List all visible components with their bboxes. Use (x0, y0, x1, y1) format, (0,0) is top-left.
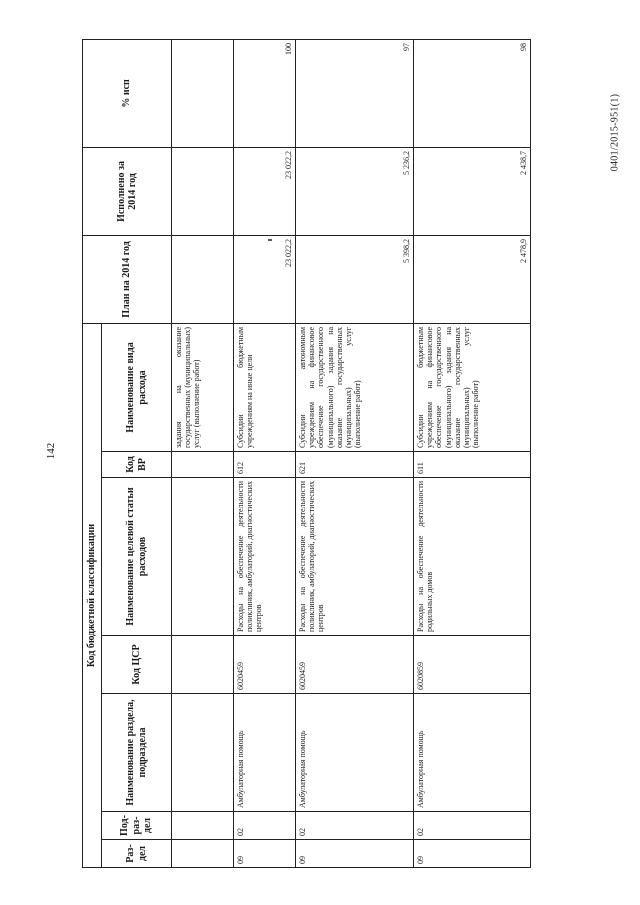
cell-naim-razdela: Амбулаторная помощь (234, 694, 296, 812)
header-podrazdel: Под-раз-дел (102, 812, 172, 840)
cell-razdel: 09 (296, 840, 414, 868)
table-holder (82, 40, 527, 868)
cell-percent: 98 (414, 39, 531, 147)
scan-mark (268, 239, 272, 241)
cell-ispolneno (172, 147, 234, 235)
cell-razdel: 09 (414, 840, 531, 868)
cell-kod-csr: 6020459 (234, 636, 296, 694)
header-naim-razdela: Наименование раздела, подраздела (102, 694, 172, 812)
header-razdel: Раз-дел (102, 840, 172, 868)
cell-plan: 2 478,9 (414, 235, 531, 323)
cell-naim-vida: задания на оказание государственных (муниципальных) услуг (выполнение работ) (172, 323, 234, 451)
header-ispolneno: Исполнено за 2014 год (83, 147, 172, 235)
budget-table (82, 39, 531, 868)
cell-percent: 100 (234, 39, 296, 147)
cell-kod-csr (172, 636, 234, 694)
cell-ispolneno: 2 438,7 (414, 147, 531, 235)
cell-naim-razdela (172, 694, 234, 812)
table-row (414, 39, 531, 867)
cell-plan (172, 235, 234, 323)
cell-percent (172, 39, 234, 147)
cell-kod-csr: 6020859 (414, 636, 531, 694)
cell-razdel: 09 (234, 840, 296, 868)
cell-naim-vida: Субсидии автономным учреждениям на финансовое обеспечение государственного (муниципального) задания на оказание государственных (муниципальных) услуг (выполнение работ) (296, 323, 414, 451)
cell-naim-razdela: Амбулаторная помощь (414, 694, 531, 812)
header-kod-vr: Код ВР (102, 452, 172, 478)
page-number: 142 (45, 442, 57, 460)
cell-plan: 5 398,2 (296, 235, 414, 323)
cell-ispolneno: 5 236,2 (296, 147, 414, 235)
cell-naim-vida: Субсидии бюджетным учреждениям на иные цели (234, 323, 296, 451)
document-code: 0401/2015-951(1) (609, 93, 621, 172)
cell-podrazdel: 02 (414, 812, 531, 840)
cell-kod-vr (172, 452, 234, 478)
cell-naim-celevoy: Расходы на обеспечение деятельности поликлиник, амбулаторий, диагностических центров (296, 478, 414, 636)
cell-naim-vida: Субсидии бюджетным учреждениям на финансовое обеспечение государственного (муниципального) задания на оказание государственных (муниципальных) услуг (выполнение работ) (414, 323, 531, 451)
cell-kod-vr: 611 (414, 452, 531, 478)
cell-razdel (172, 840, 234, 868)
cell-podrazdel (172, 812, 234, 840)
header-plan: План на 2014 год (83, 235, 172, 323)
cell-podrazdel: 02 (234, 812, 296, 840)
group-header: Код бюджетной классификации (83, 323, 102, 867)
rotated-table-wrapper (82, 40, 527, 868)
header-percent: % исп (83, 39, 172, 147)
cell-podrazdel: 02 (296, 812, 414, 840)
cell-plan (234, 235, 296, 323)
cell-kod-vr: 621 (296, 452, 414, 478)
cell-plan-value: 23 022,2 (283, 238, 293, 267)
header-naim-celevoy: Наименование целевой статьи расходов (102, 478, 172, 636)
cell-naim-celevoy: Расходы на обеспечение деятельности поликлиник, амбулаторий, диагностических центров (234, 478, 296, 636)
cell-percent: 97 (296, 39, 414, 147)
table-row (234, 39, 296, 867)
cell-naim-razdela: Амбулаторная помощь (296, 694, 414, 812)
header-kod-csr: Код ЦСР (102, 636, 172, 694)
cell-kod-vr: 612 (234, 452, 296, 478)
cell-naim-celevoy (172, 478, 234, 636)
cell-ispolneno: 23 022,2 (234, 147, 296, 235)
cell-naim-celevoy: Расходы на обеспечение деятельности родильных домов (414, 478, 531, 636)
table-row (172, 39, 234, 867)
header-naim-vida: Наименование вида расхода (102, 323, 172, 451)
table-row (296, 39, 414, 867)
cell-kod-csr: 6020459 (296, 636, 414, 694)
